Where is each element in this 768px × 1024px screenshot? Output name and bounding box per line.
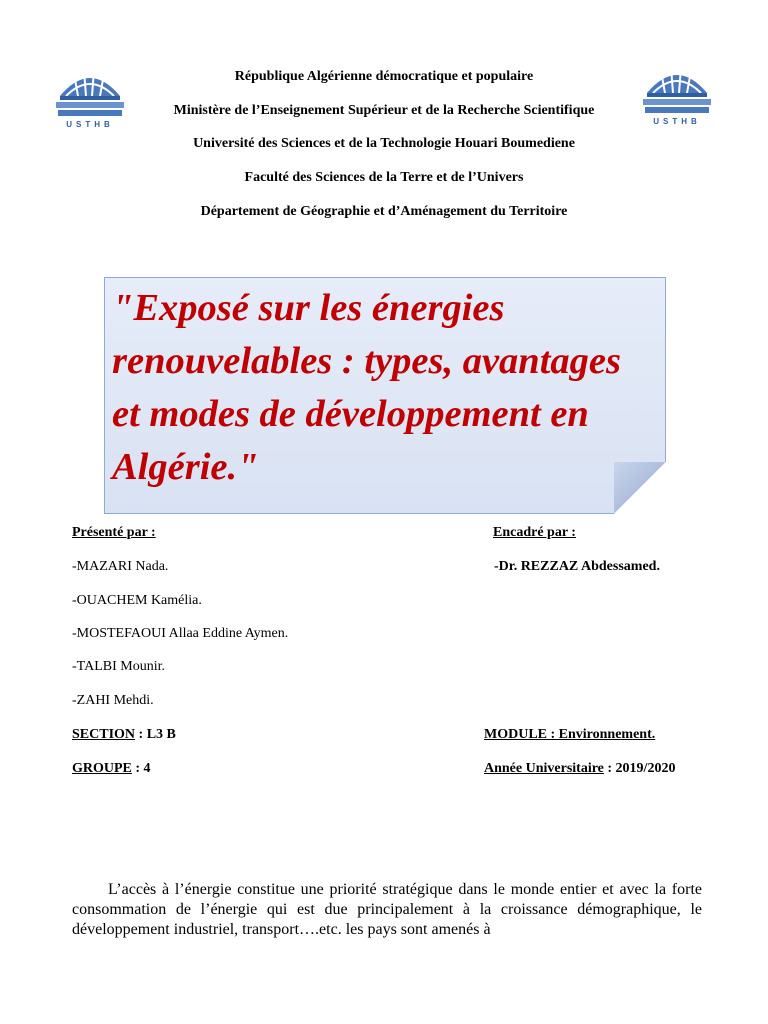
- annee-line: [484, 761, 675, 777]
- section-value: : L3 B: [135, 727, 176, 742]
- intro-paragraph: [72, 880, 702, 940]
- groupe-line: [72, 761, 151, 777]
- module-value: : Environnement.: [547, 727, 656, 742]
- presented-by-label: Présenté par :: [72, 525, 156, 540]
- title-box: [104, 277, 666, 514]
- student-name: -ZAHI Mehdi.: [72, 693, 154, 708]
- groupe-label: GROUPE: [72, 761, 132, 776]
- header-republic: République Algérienne démocratique et populaire: [234, 69, 534, 84]
- section-line: [72, 727, 176, 743]
- supervised-by-label: Encadré par :: [493, 525, 576, 540]
- student-name: -MAZARI Nada.: [72, 559, 169, 574]
- module-line: [484, 727, 655, 743]
- section-label: SECTION: [72, 727, 136, 742]
- document-title: "Exposé sur les énergies renouvelables : types, avantages et modes de développement en Algérie.": [112, 287, 621, 488]
- module-label: MODULE: [484, 727, 547, 742]
- usthb-logo-text: USTHB: [66, 120, 114, 129]
- header-department: Département de Géographie et d’Aménagement du Territoire: [200, 204, 568, 219]
- supervisor-name: -Dr. REZZAZ Abdessamed.: [494, 559, 660, 574]
- usthb-logo-text: USTHB: [653, 117, 701, 126]
- groupe-value: : 4: [131, 761, 151, 776]
- annee-label: Année Universitaire: [484, 761, 604, 776]
- student-name: -TALBI Mounir.: [72, 659, 165, 674]
- header-faculty: Faculté des Sciences de la Terre et de l’Univers: [244, 170, 524, 185]
- header-university: Université des Sciences et de la Technologie Houari Boumediene: [193, 136, 575, 151]
- annee-value: : 2019/2020: [603, 761, 676, 776]
- header-ministry: Ministère de l’Enseignement Supérieur et de la Recherche Scientifique: [173, 103, 595, 118]
- intro-paragraph-text: L’accès à l’énergie constitue une priorité stratégique dans le monde entier et avec la forte consommation de l’énergie qui est due principalement à la croissance démographique, le développement industriel, transport….etc. les pays sont amenés à: [72, 881, 702, 938]
- student-name: -MOSTEFAOUI Allaa Eddine Aymen.: [72, 626, 289, 641]
- student-name: -OUACHEM Kamélia.: [72, 593, 202, 608]
